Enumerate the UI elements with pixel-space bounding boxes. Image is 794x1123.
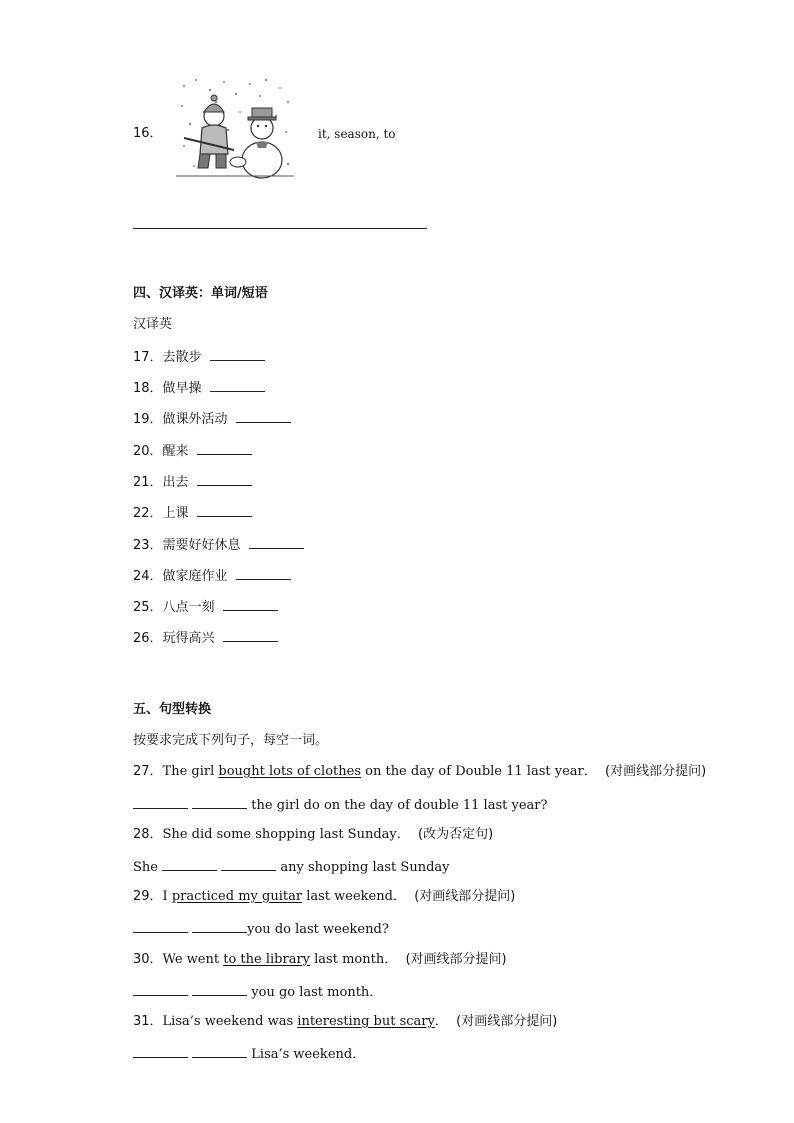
answer-blank[interactable]: [192, 983, 247, 996]
q27-question: 27．The girl bought lots of clothes on the day of Double 11 last year． (对画线部分提问): [133, 764, 707, 779]
section5-instruction: 按要求完成下列句子，每空一词。: [133, 733, 329, 748]
answer-blank[interactable]: [162, 858, 217, 871]
list-item: 21．出去: [133, 473, 252, 491]
underlined-phrase: practiced my guitar: [171, 889, 303, 904]
q27-answer: the girl do on the day of double 11 last year?: [133, 796, 547, 814]
answer-blank[interactable]: [223, 598, 278, 611]
q29-answer: you do last weekend?: [133, 920, 389, 938]
list-item: 22．上课: [133, 504, 252, 522]
answer-blank[interactable]: [192, 920, 247, 933]
q28-answer: She any shopping last Sunday: [133, 860, 450, 875]
q16-answer-line[interactable]: [133, 228, 427, 229]
list-item: 18．做早操: [133, 379, 265, 397]
section4-title: 四、汉译英：单词/短语: [133, 286, 268, 301]
list-item: 20．醒来: [133, 442, 252, 460]
answer-blank[interactable]: [133, 983, 188, 996]
q30-question: 30．We went to the library last month． (对画线部分提问): [133, 952, 507, 967]
answer-blank[interactable]: [223, 629, 278, 642]
answer-blank[interactable]: [133, 796, 188, 809]
q28-question: 28．She did some shopping last Sunday． (改为否定句): [133, 827, 494, 842]
list-item: 19．做课外活动: [133, 410, 291, 428]
answer-blank[interactable]: [192, 1045, 247, 1058]
answer-blank[interactable]: [236, 410, 291, 423]
section5-title: 五、句型转换: [133, 702, 212, 717]
q29-question: 29．I practiced my guitar last weekend． (对画线部分提问): [133, 889, 516, 904]
answer-blank[interactable]: [236, 567, 291, 580]
list-item: 24．做家庭作业: [133, 567, 291, 585]
list-item: 23．需要好好休息: [133, 536, 304, 554]
list-item: 25．八点一刻: [133, 598, 278, 616]
snowman-picture: [176, 76, 294, 184]
answer-blank[interactable]: [221, 858, 276, 871]
underlined-phrase: bought lots of clothes: [218, 764, 361, 779]
section4-instruction: 汉译英: [133, 317, 173, 332]
answer-blank[interactable]: [197, 504, 252, 517]
list-item: 17．去散步: [133, 348, 265, 366]
answer-blank[interactable]: [133, 1045, 188, 1058]
answer-blank[interactable]: [197, 442, 252, 455]
answer-blank[interactable]: [249, 536, 304, 549]
q31-answer: Lisa’s weekend．: [133, 1045, 365, 1063]
answer-blank[interactable]: [197, 473, 252, 486]
list-item: 26．玩得高兴: [133, 629, 278, 647]
q16-number: 16．: [133, 126, 163, 141]
q31-question: 31．Lisa’s weekend was interesting but scary． (对画线部分提问): [133, 1014, 558, 1029]
answer-blank[interactable]: [133, 920, 188, 933]
answer-blank[interactable]: [210, 348, 265, 361]
q16-word-prompt: it, season, to: [318, 127, 396, 141]
answer-blank[interactable]: [210, 379, 265, 392]
answer-blank[interactable]: [192, 796, 247, 809]
underlined-phrase: to the library: [223, 952, 311, 967]
q30-answer: you go last month．: [133, 983, 382, 1001]
underlined-phrase: interesting but scary: [297, 1014, 435, 1029]
